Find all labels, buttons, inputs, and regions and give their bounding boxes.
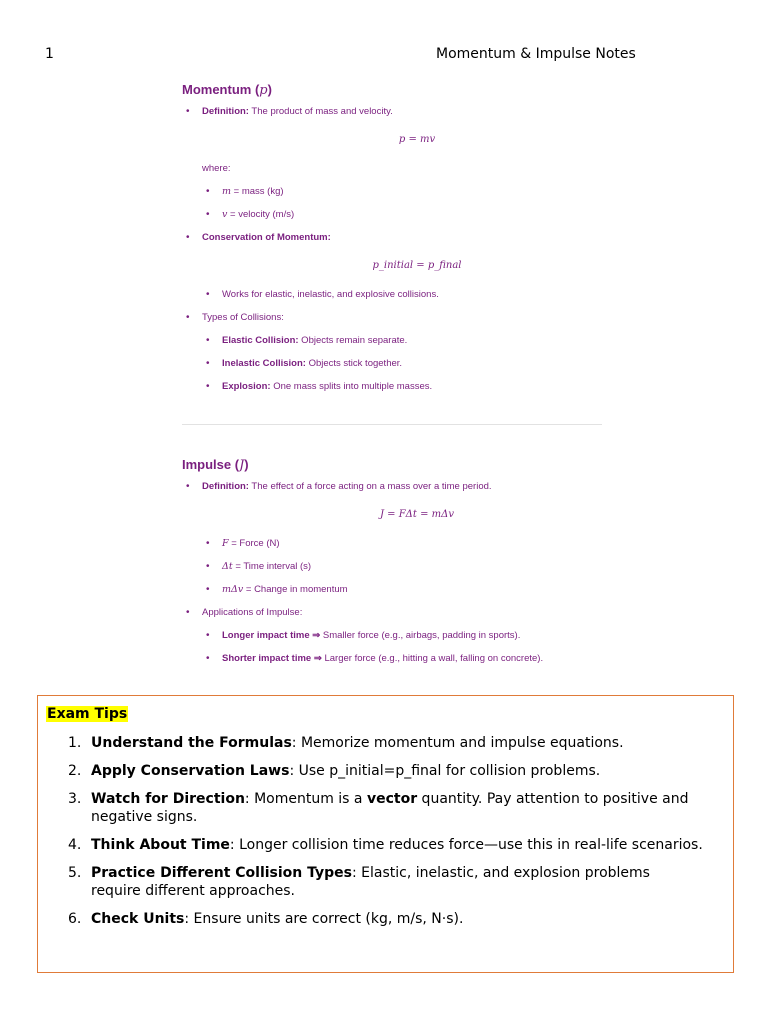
momentum-equation: p = mv [398,134,436,145]
var-mass: • m = mass (kg) [182,180,602,203]
types-label: • Types of Collisions: [182,306,602,329]
tip-item: 3. Watch for Direction: Momentum is a vector quantity. Pay attention to positive and negative signs. [68,791,689,825]
page-number: 1 [45,46,54,62]
impulse-definition: • Definition: The effect of a force acting on a mass over a time period. [182,475,602,498]
exam-tips-box [37,695,734,973]
exam-tips-title: Exam Tips [47,706,128,722]
var-velocity: • v = velocity (m/s) [182,203,602,226]
section-divider [182,424,602,425]
tip-item: 6. Check Units: Ensure units are correct (kg, m/s, N·s). [68,911,464,927]
momentum-heading: Momentum (p) [182,82,272,98]
impulse-equation: J = FΔt = mΔv [379,509,454,520]
var-change: • mΔv = Change in momentum [182,578,602,601]
tip-item: 2. Apply Conservation Laws: Use p_initial=p_final for collision problems. [68,763,601,779]
collision-elastic: • Elastic Collision: Objects remain separate. [182,329,602,352]
page-title: Momentum & Impulse Notes [436,46,636,62]
var-time: • Δt = Time interval (s) [182,555,602,578]
notes-image [182,80,602,670]
momentum-definition: • Definition: The product of mass and velocity. [182,100,602,123]
tip-item: 4. Think About Time: Longer collision time reduces force—use this in real-life scenarios. [68,837,703,853]
tip-item: 5. Practice Different Collision Types: Elastic, inelastic, and explosion problems require different approaches. [68,865,650,899]
app-shorter: • Shorter impact time ⇒ Larger force (e.g., hitting a wall, falling on concrete). [182,647,602,670]
collision-explosion: • Explosion: One mass splits into multiple masses. [182,375,602,398]
applications-label: • Applications of Impulse: [182,601,602,624]
impulse-heading: Impulse (J) [182,457,249,473]
exam-tips-list [38,734,733,938]
works-for: • Works for elastic, inelastic, and explosive collisions. [182,283,602,306]
where-label: where: [202,163,231,174]
collision-inelastic: • Inelastic Collision: Objects stick together. [182,352,602,375]
tip-item: 1. Understand the Formulas: Memorize momentum and impulse equations. [68,735,624,751]
conservation-label: • Conservation of Momentum: [182,226,602,249]
app-longer: • Longer impact time ⇒ Smaller force (e.g., airbags, padding in sports). [182,624,602,647]
var-force: • F = Force (N) [182,532,602,555]
conservation-equation: p_initial = p_final [372,260,462,271]
